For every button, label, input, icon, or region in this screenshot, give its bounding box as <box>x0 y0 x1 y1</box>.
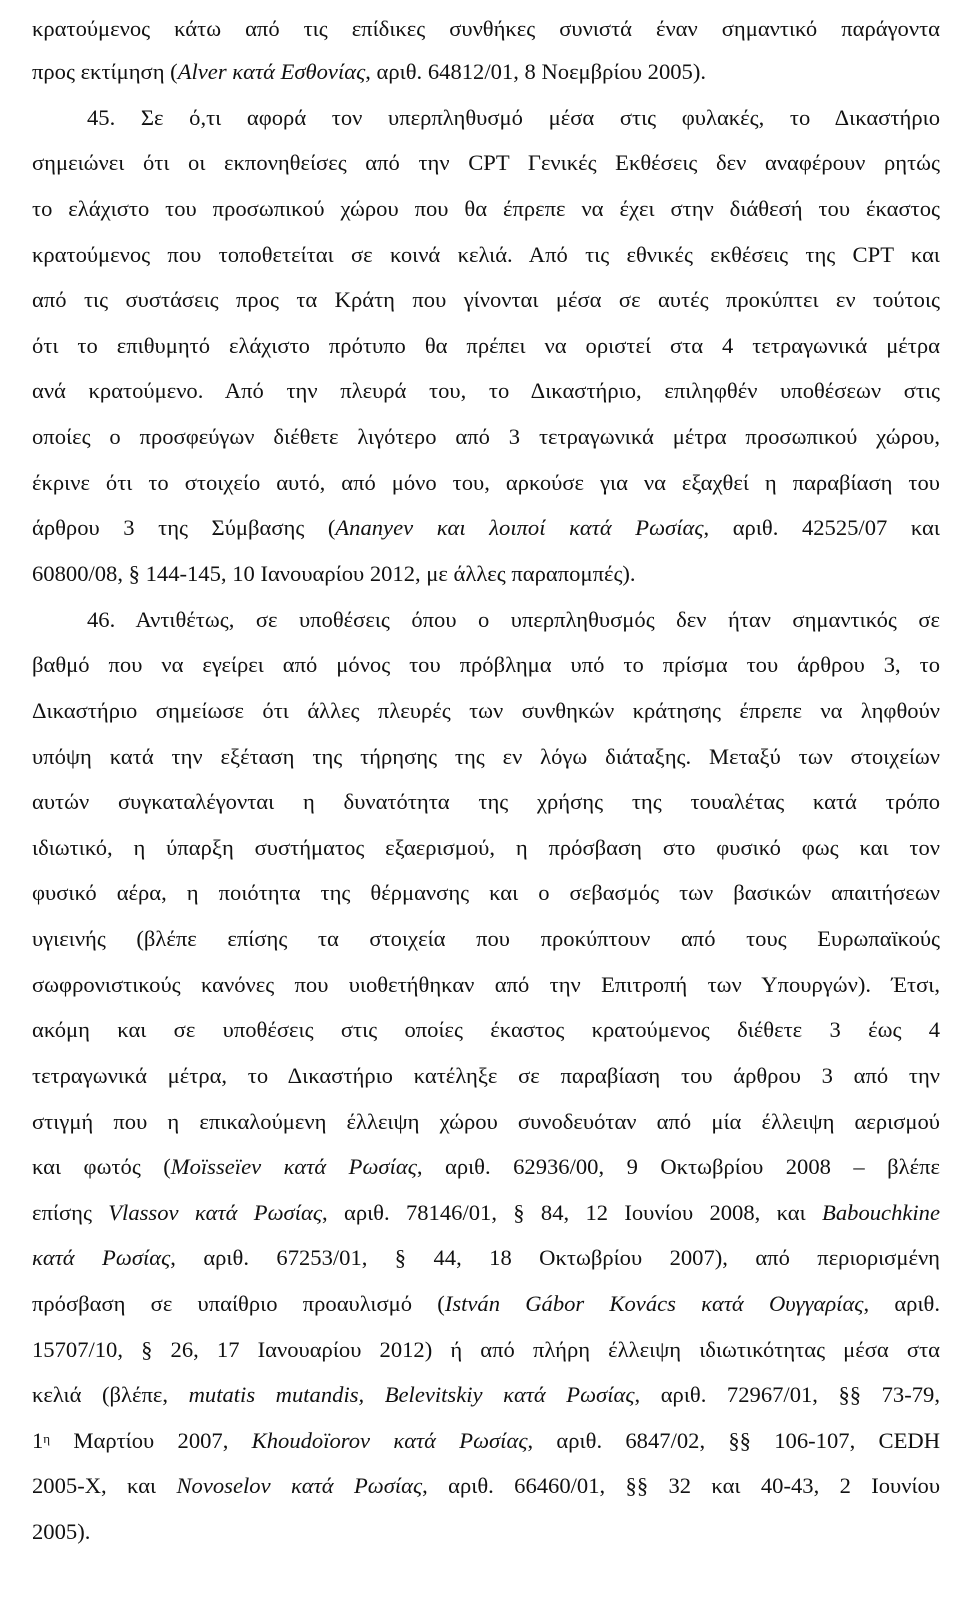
text-run: , αριθ. 62936/00, 9 Οκτωβρίου 2008 – βλέπε <box>416 1154 940 1179</box>
text-line <box>32 57 940 87</box>
text-run: ότι το επιθυμητό ελάχιστο πρότυπο θα πρέπει να οριστεί στα 4 τετραγωνικά μέτρα <box>32 333 940 358</box>
italic-text-run: Alver κατά Εσθονίας <box>177 59 366 84</box>
superscript-text: η <box>43 1431 51 1446</box>
text-run: αυτών συγκαταλέγονται η δυνατότητα της χρήσης της τουαλέτας κατά τρόπο <box>32 789 940 814</box>
italic-text-run: Babouchkine <box>822 1200 940 1225</box>
text-line <box>32 1289 940 1319</box>
text-line <box>32 878 940 908</box>
text-run: 2005). <box>32 1519 91 1544</box>
italic-text-run: Ananyev και λοιποί κατά Ρωσίας <box>335 515 704 540</box>
text-run: οποίες ο προσφεύγων διέθετε λιγότερο από 3 τετραγωνικά μέτρα προσωπικού χώρου, <box>32 424 940 449</box>
text-line <box>32 970 940 1000</box>
text-run: κελιά (βλέπε, <box>32 1382 189 1407</box>
text-run: Δικαστήριο σημείωσε ότι άλλες πλευρές των συνθηκών κράτησης έπρεπε να ληφθούν <box>32 698 940 723</box>
text-run: 60800/08, § 144-145, 10 Ιανουαρίου 2012, με άλλες παραπομπές). <box>32 561 636 586</box>
text-line <box>32 787 940 817</box>
text-run: ακόμη και σε υποθέσεις στις οποίες έκαστος κρατούμενος διέθετε 3 έως 4 <box>32 1017 940 1042</box>
text-run: ιδιωτικό, η ύπαρξη συστήματος εξαερισμού, η πρόσβαση στο φυσικό φως και τον <box>32 835 940 860</box>
text-line <box>32 285 940 315</box>
text-run: , αριθ. 67253/01, § 44, 18 Οκτωβρίου 2007), από περιορισμένη <box>170 1245 940 1270</box>
italic-text-run: István Gábor Kovács κατά Ουγγαρίας <box>444 1291 864 1316</box>
text-run: ανά κρατούμενο. Από την πλευρά του, το Δικαστήριο, επιληφθέν υποθέσεων στις <box>32 378 940 403</box>
text-line <box>32 1015 940 1045</box>
text-line <box>32 331 940 361</box>
text-run: , αριθ. 42525/07 και <box>703 515 940 540</box>
text-run: βαθμό που να εγείρει από μόνος του πρόβλημα υπό το πρίσμα του άρθρου 3, το <box>32 652 940 677</box>
text-run: 45. Σε ό,τι αφορά τον υπερπληθυσμό μέσα στις φυλακές, το Δικαστήριο <box>87 105 940 130</box>
italic-text-run: Vlassov κατά Ρωσίας <box>108 1200 323 1225</box>
italic-text-run: mutatis mutandis, Belevitskiy κατά Ρωσίας <box>188 1382 635 1407</box>
text-line <box>32 559 940 589</box>
text-run: από τις συστάσεις προς τα Κράτη που γίνονται μέσα σε αυτές προκύπτει εν τούτοις <box>32 287 940 312</box>
text-run: κρατούμενος κάτω από τις επίδικες συνθήκες συνιστά έναν σημαντικό παράγοντα <box>32 16 940 41</box>
text-line <box>32 513 940 543</box>
text-run: επίσης <box>32 1200 109 1225</box>
text-run: φυσικό αέρα, η ποιότητα της θέρμανσης και ο σεβασμός των βασικών απαιτήσεων <box>32 880 940 905</box>
text-run: σημειώνει ότι οι εκπονηθείσες από την CPT Γενικές Εκθέσεις δεν αναφέρουν ρητώς <box>32 150 940 175</box>
text-line <box>32 1426 940 1456</box>
text-line <box>32 240 940 270</box>
text-run: , αριθ. 64812/01, 8 Νοεμβρίου 2005). <box>365 59 707 84</box>
text-run: έκρινε ότι το στοιχείο αυτό, από μόνο του, αρκούσε για να εξαχθεί η παραβίαση του <box>32 470 940 495</box>
text-run: , αριθ. 72967/01, §§ 73-79, <box>634 1382 940 1407</box>
text-run: Μαρτίου 2007, <box>50 1428 252 1453</box>
text-line <box>32 103 940 133</box>
text-line <box>32 1380 940 1410</box>
italic-text-run: Novoselov κατά Ρωσίας <box>176 1473 423 1498</box>
text-run: 15707/10, § 26, 17 Ιανουαρίου 2012) ή από πλήρη έλλειψη ιδιωτικότητας μέσα στα <box>32 1337 940 1362</box>
text-line <box>32 148 940 178</box>
text-line <box>32 833 940 863</box>
text-line <box>32 1152 940 1182</box>
text-run: υπόψη κατά την εξέταση της τήρησης της εν λόγω διάταξης. Μεταξύ των στοιχείων <box>32 744 940 769</box>
text-line <box>32 1471 940 1501</box>
text-line <box>32 742 940 772</box>
text-line <box>32 1243 940 1273</box>
italic-text-run: Khoudoïorov κατά Ρωσίας <box>251 1428 528 1453</box>
text-line <box>32 1335 940 1365</box>
text-line <box>32 422 940 452</box>
text-run: 46. Αντιθέτως, σε υποθέσεις όπου ο υπερπληθυσμός δεν ήταν σημαντικός σε <box>87 607 940 632</box>
text-line <box>32 468 940 498</box>
text-run: πρόσβαση σε υπαίθριο προαυλισμό ( <box>32 1291 445 1316</box>
text-run: κρατούμενος που τοποθετείται σε κοινά κελιά. Από τις εθνικές εκθέσεις της CPT και <box>32 242 940 267</box>
italic-text-run: Moïsseïev κατά Ρωσίας <box>170 1154 417 1179</box>
text-run: , αριθ. 78146/01, § 84, 12 Ιουνίου 2008, και <box>322 1200 823 1225</box>
text-run: , αριθ. <box>863 1291 940 1316</box>
text-run: το ελάχιστο του προσωπικού χώρου που θα έπρεπε να έχει στην διάθεσή του έκαστος <box>32 196 940 221</box>
text-line <box>32 605 940 635</box>
text-line <box>32 14 940 44</box>
text-run: και φωτός ( <box>32 1154 171 1179</box>
text-line <box>32 376 940 406</box>
text-line <box>32 924 940 954</box>
italic-text-run: κατά Ρωσίας <box>32 1245 171 1270</box>
text-run: άρθρου 3 της Σύμβασης ( <box>32 515 336 540</box>
text-run: 2005-X, και <box>32 1473 177 1498</box>
text-run: τετραγωνικά μέτρα, το Δικαστήριο κατέληξε σε παραβίαση του άρθρου 3 από την <box>32 1063 940 1088</box>
text-run: , αριθ. 66460/01, §§ 32 και 40-43, 2 Ιουνίου <box>422 1473 941 1498</box>
text-line <box>32 1061 940 1091</box>
text-run: υγιεινής (βλέπε επίσης τα στοιχεία που προκύπτουν από τους Ευρωπαϊκούς <box>32 926 940 951</box>
text-line <box>32 650 940 680</box>
text-run: στιγμή που η επικαλούμενη έλλειψη χώρου συνοδευόταν από μία έλλειψη αερισμού <box>32 1109 940 1134</box>
text-run: προς εκτίμηση ( <box>32 59 178 84</box>
text-line <box>32 194 940 224</box>
text-run: , αριθ. 6847/02, §§ 106-107, CEDH <box>527 1428 941 1453</box>
text-line <box>32 1517 940 1547</box>
text-line <box>32 696 940 726</box>
text-line <box>32 1198 940 1228</box>
text-line <box>32 1107 940 1137</box>
text-run: σωφρονιστικούς κανόνες που υιοθετήθηκαν από την Επιτροπή των Υπουργών). Έτσι, <box>32 972 940 997</box>
text-run: 1 <box>32 1428 44 1453</box>
